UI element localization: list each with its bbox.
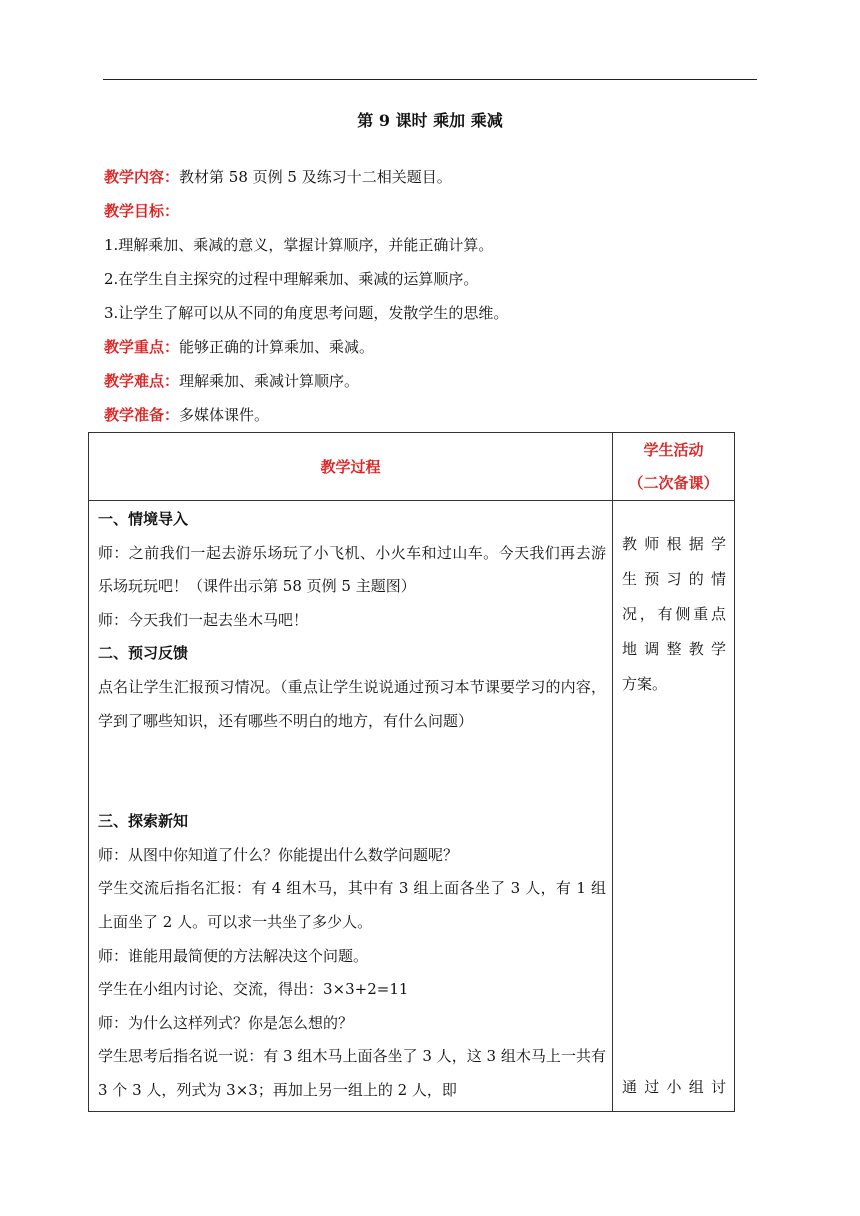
- difficulty-label: 教学难点：: [104, 372, 180, 390]
- section-heading: 三、探索新知: [98, 812, 189, 831]
- paragraph: 师：为什么这样列式？你是怎么想的？: [98, 1013, 354, 1032]
- section-heading: 一、情境导入: [98, 510, 189, 528]
- process-cell: [89, 501, 613, 1112]
- paragraph: 学生交流后指名汇报：有 4 组木马，其中有 3 组上面各坐了 3 人，有 1 组上面坐了 2 人。可以求一共坐了多少人。: [98, 879, 606, 931]
- key-label: 教学重点：: [104, 338, 180, 356]
- activity-note-line: 地调整教学: [622, 640, 726, 658]
- prep-label: 教学准备：: [104, 406, 180, 424]
- activity-note-line: 况，有侧重点: [622, 605, 726, 623]
- page-title: 第 9 课时 乘加 乘减: [357, 111, 503, 130]
- table-header-row: [89, 433, 735, 501]
- goal-item: 2.在学生自主探究的过程中理解乘加、乘减的运算顺序。: [104, 270, 479, 288]
- paragraph: 师：今天我们一起去坐木马吧！: [98, 610, 309, 629]
- content-row: [104, 166, 452, 187]
- difficulty-row: [104, 370, 359, 391]
- activity-note-line: 教师根据学: [622, 535, 726, 553]
- header-rule: [103, 79, 757, 80]
- paragraph: 师：谁能用最简便的方法解决这个问题。: [98, 946, 369, 965]
- key-row: [104, 336, 374, 357]
- table-body-row: [89, 501, 735, 1112]
- activity-note-line: 方案。: [622, 675, 668, 693]
- content-label: 教学内容：: [104, 168, 180, 186]
- goals-row: [104, 200, 179, 221]
- goals-label: 教学目标：: [104, 202, 180, 220]
- activity-cell: [613, 501, 735, 1112]
- section-heading: 二、预习反馈: [98, 644, 189, 663]
- paragraph: 学生在小组内讨论、交流，得出：3×3+2=11: [98, 980, 409, 999]
- activity-note-line: 生预习的情: [622, 570, 726, 588]
- activity-header-subtitle: （二次备课）: [628, 474, 719, 492]
- paragraph: 师：从图中你知道了什么？你能提出什么数学问题呢？: [98, 845, 459, 864]
- prep-row: [104, 404, 269, 425]
- activity-header: [613, 433, 735, 501]
- paragraph: 学生思考后指名说一说：有 3 组木马上面各坐了 3 人，这 3 组木马上一共有 3 个 3 人，列式为 3×3；再加上另一组上的 2 人，即: [98, 1047, 606, 1099]
- prep-text: 多媒体课件。: [179, 406, 270, 424]
- goal-item: 3.让学生了解可以从不同的角度思考问题，发散学生的思维。: [104, 304, 509, 322]
- activity-header-title: 学生活动: [643, 441, 704, 459]
- key-text: 能够正确的计算乘加、乘减。: [179, 338, 375, 356]
- process-header: 教学过程: [89, 433, 613, 501]
- lesson-table: [88, 432, 735, 1112]
- goal-item: 1.理解乘加、乘减的意义，掌握计算顺序，并能正确计算。: [104, 236, 494, 254]
- blank-space: [98, 738, 606, 805]
- paragraph: 师：之前我们一起去游乐场玩了小飞机、小火车和过山车。今天我们再去游乐场玩玩吧！（课件出示第 58 页例 5 主题图）: [98, 543, 606, 596]
- activity-note-bottom: 通过小组讨: [622, 1078, 726, 1096]
- paragraph: 点名让学生汇报预习情况。（重点让学生说说通过预习本节课要学习的内容，学到了哪些知识，还有哪些不明白的地方，有什么问题）: [98, 677, 606, 730]
- difficulty-text: 理解乘加、乘减计算顺序。: [179, 372, 360, 390]
- content-text: 教材第 58 页例 5 及练习十二相关题目。: [179, 168, 452, 186]
